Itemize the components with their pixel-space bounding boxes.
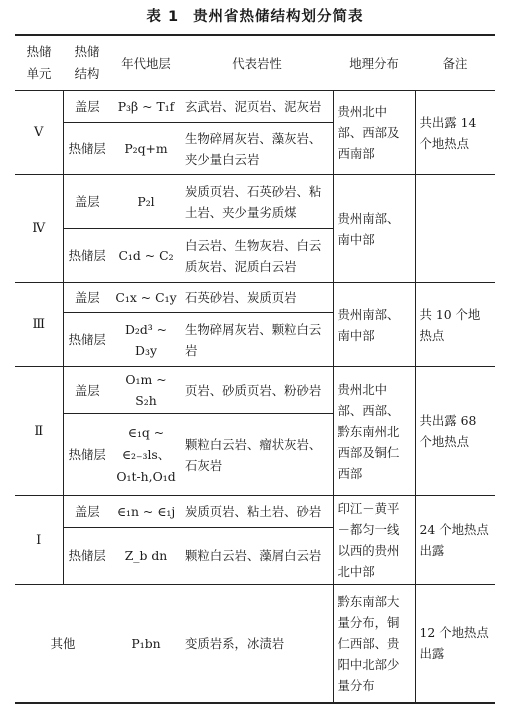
structure-cell: 盖层 bbox=[63, 175, 111, 229]
remarks-cell: 共 10 个地热点 bbox=[415, 283, 495, 367]
structure-cell: 盖层 bbox=[63, 496, 111, 528]
distribution-cell: 贵州南部、南中部 bbox=[333, 283, 415, 367]
structure-cell: 热储层 bbox=[63, 527, 111, 584]
rocks-cell: 炭质页岩、粘土岩、砂岩 bbox=[181, 496, 333, 528]
header-structure: 热储 结构 bbox=[63, 35, 111, 91]
strata-cell: Z_b dn bbox=[111, 527, 181, 584]
rocks-cell: 炭质页岩、石英砂岩、粘土岩、夹少量劣质煤 bbox=[181, 175, 333, 229]
strata-line: ∈₂₋₃ls、 bbox=[121, 446, 171, 462]
structure-cell: 盖层 bbox=[63, 367, 111, 414]
structure-cell: 热储层 bbox=[63, 123, 111, 175]
rocks-cell: 生物碎屑灰岩、颗粒白云岩 bbox=[181, 313, 333, 367]
structure-cell: 盖层 bbox=[63, 283, 111, 313]
header-row bbox=[15, 35, 495, 91]
header-distribution: 地理分布 bbox=[333, 35, 415, 91]
table-row bbox=[15, 585, 495, 703]
unit-cell: Ⅴ bbox=[15, 91, 63, 175]
table-title bbox=[0, 6, 510, 28]
structure-cell: 热储层 bbox=[63, 414, 111, 496]
strata-cell: O₁m ~ S₂h bbox=[111, 367, 181, 414]
distribution-cell: 贵州南部、南中部 bbox=[333, 175, 415, 283]
remarks-cell: 24 个地热点出露 bbox=[415, 496, 495, 585]
remarks-cell: 共出露 68 个地热点 bbox=[415, 367, 495, 496]
table-row bbox=[15, 283, 495, 313]
rocks-cell: 颗粒白云岩、藻屑白云岩 bbox=[181, 527, 333, 584]
strata-cell: C₁x ~ C₁y bbox=[111, 283, 181, 313]
unit-cell: Ⅱ bbox=[15, 367, 63, 496]
table-title-text: 贵州省热储结构划分简表 bbox=[193, 9, 364, 25]
strata-cell: P₂q+m bbox=[111, 123, 181, 175]
remarks-cell: 共出露 14 个地热点 bbox=[415, 91, 495, 175]
rocks-cell: 玄武岩、泥页岩、泥灰岩 bbox=[181, 91, 333, 123]
header-unit: 热储 单元 bbox=[15, 35, 63, 91]
table-row bbox=[15, 175, 495, 229]
strata-cell: P₂l bbox=[111, 175, 181, 229]
strata-cell bbox=[111, 414, 181, 496]
rocks-cell: 生物碎屑灰岩、藻灰岩、夹少量白云岩 bbox=[181, 123, 333, 175]
strata-cell: ∈₁n ~ ∈₁j bbox=[111, 496, 181, 528]
unit-cell: Ⅳ bbox=[15, 175, 63, 283]
table-number: 表 1 bbox=[146, 9, 180, 25]
rocks-cell: 白云岩、生物灰岩、白云质灰岩、泥质白云岩 bbox=[181, 229, 333, 283]
strata-cell: D₂d³ ~ D₃y bbox=[111, 313, 181, 367]
unit-cell: Ⅰ bbox=[15, 496, 63, 585]
thermal-reservoir-table bbox=[15, 34, 495, 704]
table-row bbox=[15, 91, 495, 123]
strata-cell: P₁bn bbox=[131, 635, 161, 651]
structure-cell: 热储层 bbox=[63, 313, 111, 367]
strata-cell: C₁d ~ C₂ bbox=[111, 229, 181, 283]
rocks-cell: 石英砂岩、炭质页岩 bbox=[181, 283, 333, 313]
strata-cell: P₃β ~ T₁f bbox=[111, 91, 181, 123]
strata-line: ∈₁q ~ bbox=[127, 424, 165, 440]
remarks-cell bbox=[415, 175, 495, 283]
unit-cell: Ⅲ bbox=[15, 283, 63, 367]
distribution-cell: 贵州北中部、西部及西南部 bbox=[333, 91, 415, 175]
header-rocks: 代表岩性 bbox=[181, 35, 333, 91]
structure-cell: 盖层 bbox=[63, 91, 111, 123]
rocks-cell: 页岩、砂质页岩、粉砂岩 bbox=[181, 367, 333, 414]
table-row bbox=[15, 496, 495, 528]
structure-cell: 热储层 bbox=[63, 229, 111, 283]
strata-line: O₁t-h,O₁d bbox=[116, 468, 176, 484]
remarks-cell: 12 个地热点出露 bbox=[419, 625, 489, 662]
distribution-cell: 印江－黄平－都匀一线以西的贵州北中部 bbox=[333, 496, 415, 585]
table-row bbox=[15, 367, 495, 414]
rocks-cell: 颗粒白云岩、瘤状灰岩、石灰岩 bbox=[181, 414, 333, 496]
rocks-cell: 变质岩系，冰渍岩 bbox=[181, 585, 333, 703]
header-strata: 年代地层 bbox=[111, 35, 181, 91]
distribution-cell: 贵州北中部、西部、黔东南州北西部及铜仁西部 bbox=[333, 367, 415, 496]
distribution-cell: 黔东南部大量分布，铜仁西部、贵阳中北部少量分布 bbox=[333, 585, 415, 703]
unit-cell: 其他 bbox=[50, 635, 76, 651]
header-remarks: 备注 bbox=[415, 35, 495, 91]
